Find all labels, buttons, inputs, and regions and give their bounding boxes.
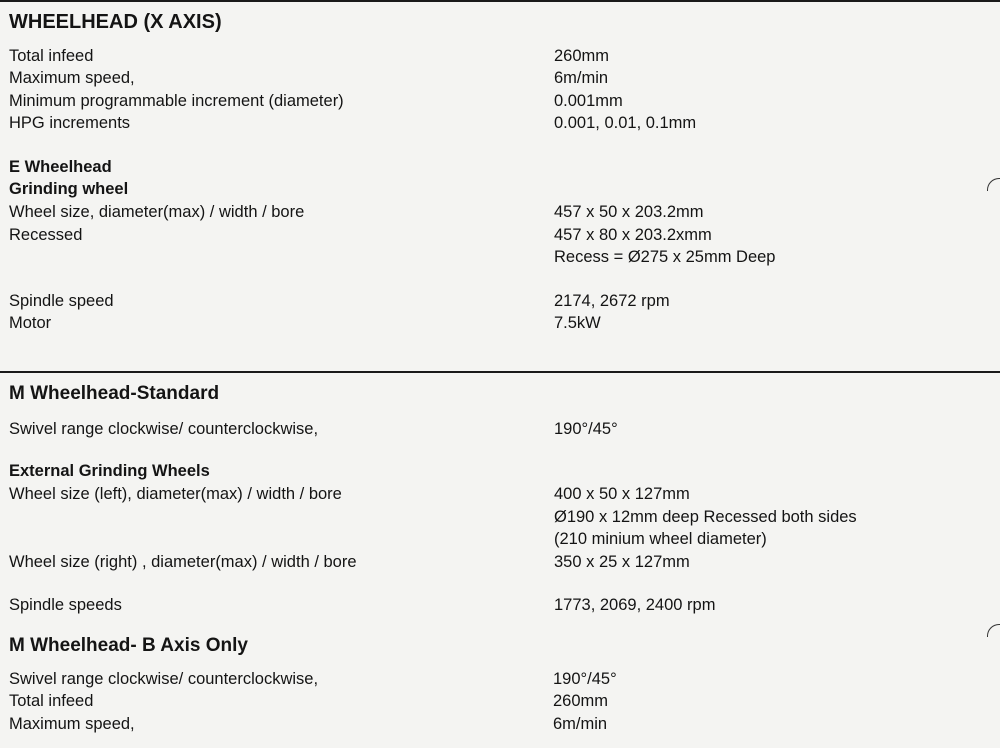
section-divider <box>0 371 1000 373</box>
m-b-axis-heading: M Wheelhead- B Axis Only <box>9 635 248 656</box>
m-swivel-value: 190°/45° <box>554 420 618 438</box>
m-wheel-left-note-2: (210 minium wheel diameter) <box>554 530 767 548</box>
page-edge-mark-upper <box>987 178 1000 191</box>
m-standard-heading: M Wheelhead-Standard <box>9 383 220 404</box>
b-axis-max-speed-value: 6m/min <box>553 715 608 733</box>
e-recessed-value: 457 x 80 x 203.2xmm <box>554 226 712 244</box>
page-edge-mark-lower <box>987 624 1000 637</box>
e-wheel-size-label: Wheel size, diameter(max) / width / bore <box>9 203 305 221</box>
e-wheel-size-value: 457 x 50 x 203.2mm <box>554 203 704 221</box>
x-axis-total-infeed-label: Total infeed <box>9 47 94 65</box>
x-axis-min-increment-value: 0.001mm <box>554 92 623 110</box>
e-spindle-speed-value: 2174, 2672 rpm <box>554 292 670 310</box>
x-axis-max-speed-label: Maximum speed, <box>9 69 135 87</box>
e-recess-note: Recess = Ø275 x 25mm Deep <box>554 248 776 266</box>
x-axis-heading: WHEELHEAD (X AXIS) <box>9 11 222 33</box>
grinding-wheel-subheading: Grinding wheel <box>9 180 129 198</box>
x-axis-min-increment-label: Minimum programmable increment (diameter) <box>9 92 344 110</box>
e-spindle-speed-label: Spindle speed <box>9 292 114 310</box>
e-motor-label: Motor <box>9 314 52 332</box>
e-motor-value: 7.5kW <box>554 314 601 332</box>
top-divider <box>0 0 1000 2</box>
x-axis-max-speed-value: 6m/min <box>554 69 609 87</box>
e-recessed-label: Recessed <box>9 226 83 244</box>
m-swivel-label: Swivel range clockwise/ counterclockwise, <box>9 420 319 438</box>
b-axis-swivel-value: 190°/45° <box>553 670 617 688</box>
external-grinding-wheels-heading: External Grinding Wheels <box>9 462 210 480</box>
x-axis-hpg-label: HPG increments <box>9 114 131 132</box>
m-spindle-speeds-value: 1773, 2069, 2400 rpm <box>554 596 716 614</box>
e-wheelhead-heading: E Wheelhead <box>9 158 112 176</box>
x-axis-total-infeed-value: 260mm <box>554 47 610 65</box>
m-wheel-left-value: 400 x 50 x 127mm <box>554 485 690 503</box>
m-wheel-left-note-1: Ø190 x 12mm deep Recessed both sides <box>554 508 857 526</box>
x-axis-hpg-value: 0.001, 0.01, 0.1mm <box>554 114 697 132</box>
m-wheel-right-label: Wheel size (right) , diameter(max) / width / bore <box>9 553 357 571</box>
b-axis-swivel-label: Swivel range clockwise/ counterclockwise, <box>9 670 319 688</box>
m-wheel-left-label: Wheel size (left), diameter(max) / width / bore <box>9 485 342 503</box>
m-spindle-speeds-label: Spindle speeds <box>9 596 122 614</box>
b-axis-total-infeed-value: 260mm <box>553 692 609 710</box>
b-axis-total-infeed-label: Total infeed <box>9 692 94 710</box>
b-axis-max-speed-label: Maximum speed, <box>9 715 135 733</box>
m-wheel-right-value: 350 x 25 x 127mm <box>554 553 690 571</box>
